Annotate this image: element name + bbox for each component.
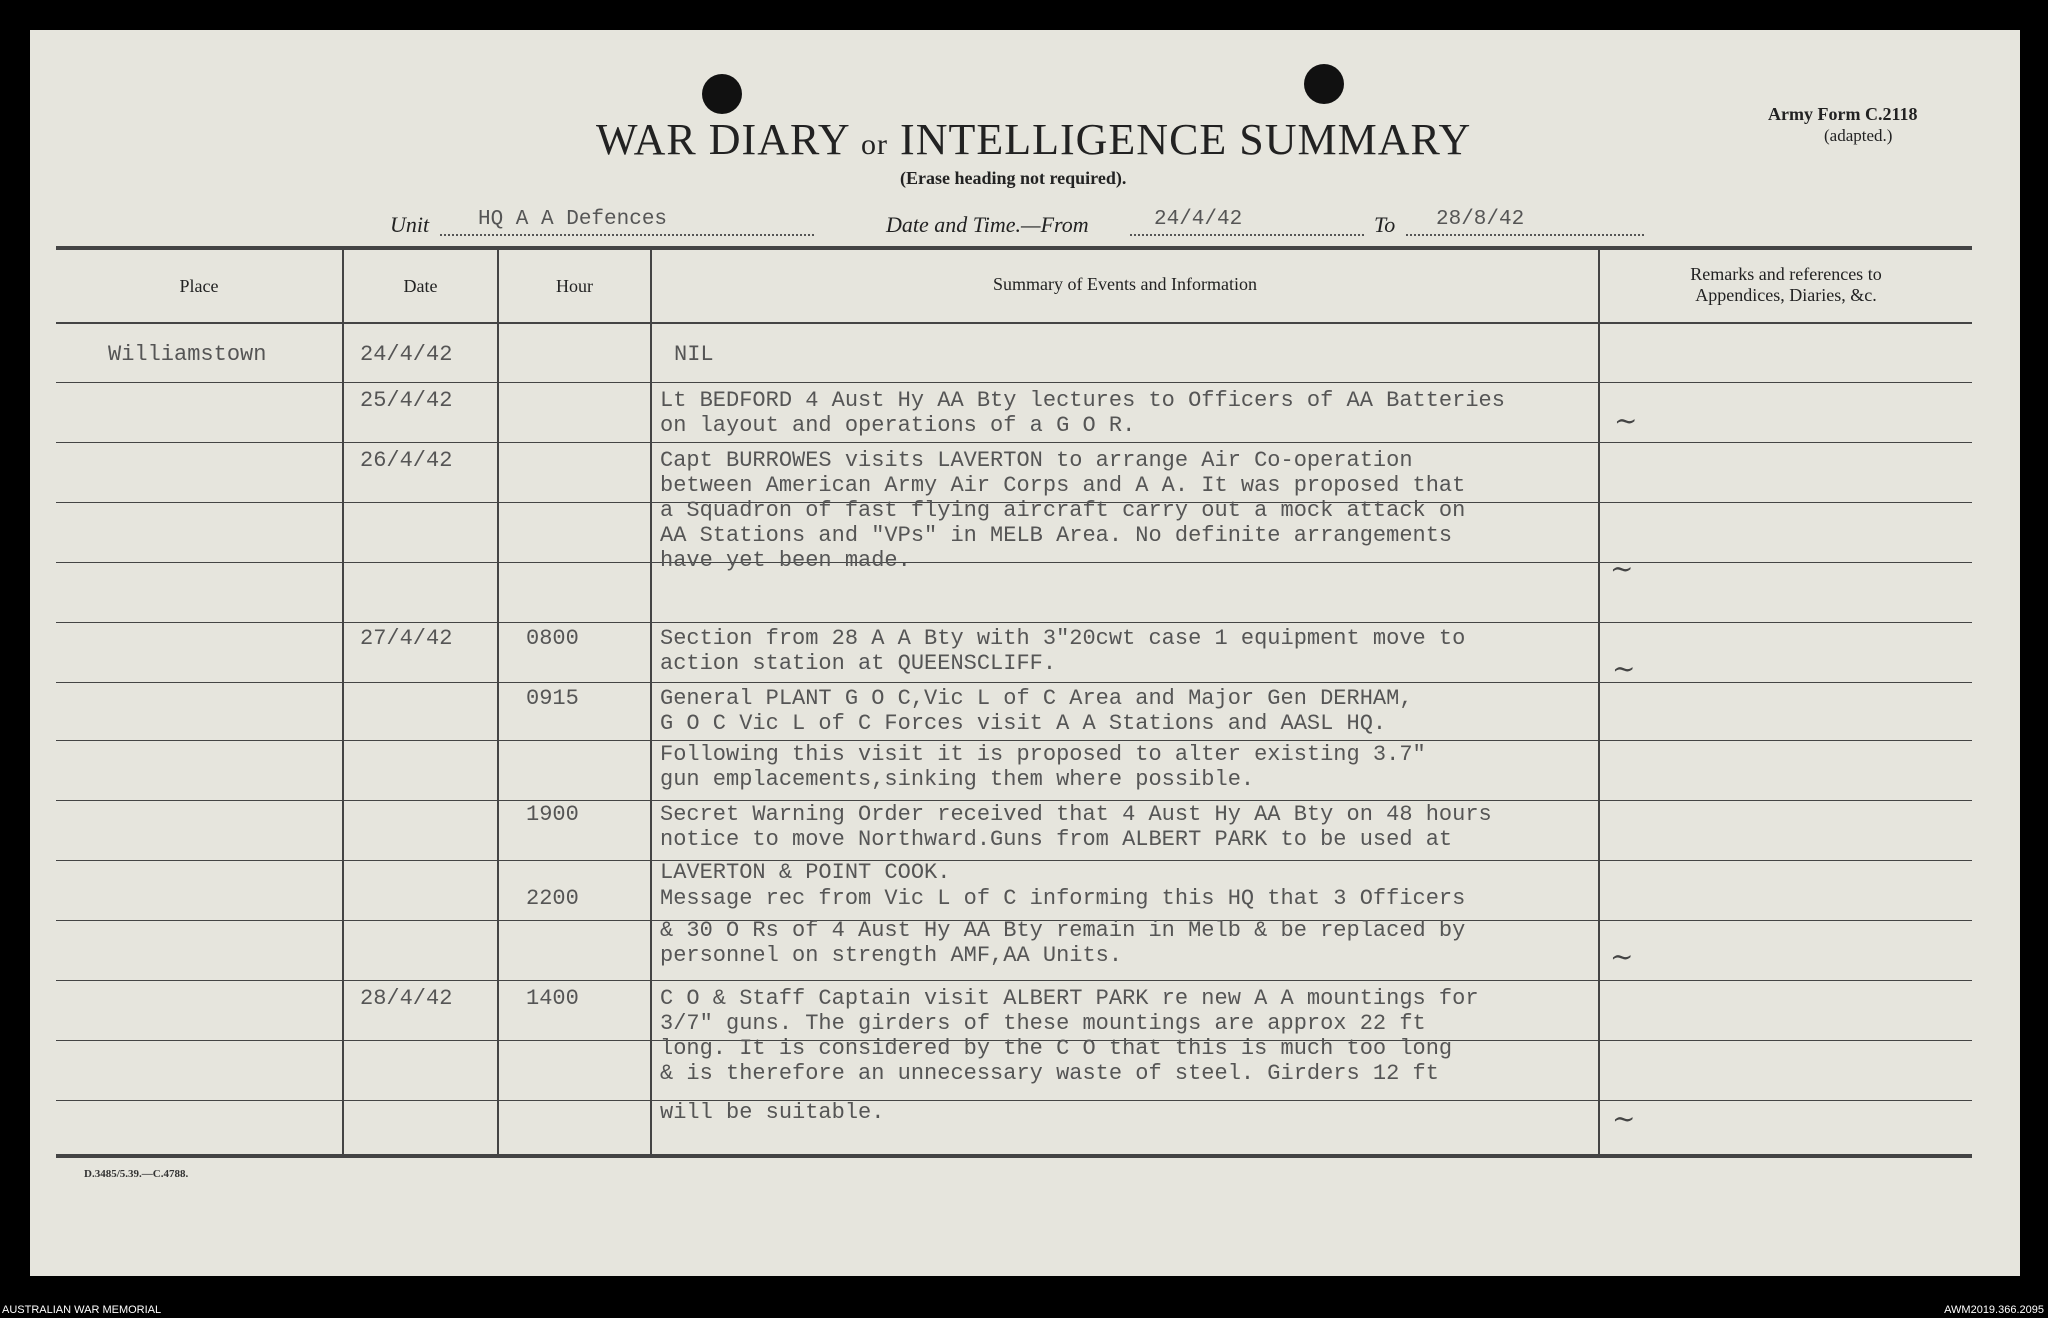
summary-cell: C O & Staff Captain visit ALBERT PARK re new A A mountings for 3/7" guns. The girders of these mountings are approx 22 ft xyxy=(660,986,1479,1036)
place-cell: Williamstown xyxy=(108,342,267,367)
page-subtitle: (Erase heading not required). xyxy=(900,168,1127,188)
ruled-line xyxy=(56,682,1972,683)
unit-dotted-line xyxy=(440,234,814,236)
summary-cell: Capt BURROWES visits LAVERTON to arrange Air Co-operation between American Army Air Corps and A A. It was proposed that a Squadron of fast flying aircraft carry out a mock attack on AA Stations and "VPs" in MELB Area. No definite arrangements have yet been made. xyxy=(660,448,1466,573)
date-cell: 24/4/42 xyxy=(360,342,453,367)
initials-mark: ~ xyxy=(1614,404,1638,437)
ruled-line xyxy=(56,622,1972,623)
initials-mark: ~ xyxy=(1610,940,1634,973)
ruled-line xyxy=(56,980,1972,981)
hour-cell: 1400 xyxy=(526,986,579,1011)
summary-cell: Following this visit it is proposed to alter existing 3.7" gun emplacements,sinking them where possible. xyxy=(660,742,1426,792)
initials-mark: ~ xyxy=(1612,652,1636,685)
army-form-adapted: (adapted.) xyxy=(1824,126,1893,145)
column-header-place: Place xyxy=(179,276,219,296)
page-title: WAR DIARY or INTELLIGENCE SUMMARY xyxy=(596,115,1472,164)
initials-mark: ~ xyxy=(1612,1102,1636,1135)
ruled-line xyxy=(56,860,1972,861)
column-header-remarks: Remarks and references to Appendices, Diaries, &c. xyxy=(1690,264,1882,305)
column-divider xyxy=(650,248,652,1156)
ruled-line xyxy=(56,1100,1972,1101)
date-cell: 26/4/42 xyxy=(360,448,453,473)
summary-cell: NIL xyxy=(674,342,714,367)
credit-left: AUSTRALIAN WAR MEMORIAL xyxy=(2,1304,162,1316)
date-cell: 27/4/42 xyxy=(360,626,453,651)
army-form-number: Army Form C.2118 xyxy=(1768,104,1918,124)
to-date-value: 28/8/42 xyxy=(1436,208,1525,231)
column-divider xyxy=(497,248,499,1156)
ruled-line xyxy=(56,442,1972,443)
ruled-line xyxy=(56,740,1972,741)
column-divider xyxy=(342,248,344,1156)
column-header-hour: Hour xyxy=(556,276,593,296)
hour-cell: 0800 xyxy=(526,626,579,651)
unit-label: Unit xyxy=(390,212,430,237)
hour-cell: 1900 xyxy=(526,802,579,827)
print-reference: D.3485/5.39.—C.4788. xyxy=(84,1168,189,1180)
date-cell: 28/4/42 xyxy=(360,986,453,1011)
credit-right: AWM2019.366.2095 xyxy=(1944,1304,2044,1316)
date-time-label: Date and Time.—From xyxy=(886,212,1089,237)
column-divider xyxy=(1598,248,1600,1156)
from-dotted-line xyxy=(1130,234,1364,236)
initials-mark: ~ xyxy=(1610,552,1634,585)
ruled-line xyxy=(56,800,1972,801)
to-label: To xyxy=(1374,212,1396,237)
unit-value: HQ A A Defences xyxy=(478,208,668,231)
summary-cell: will be suitable. xyxy=(660,1100,885,1125)
from-date-value: 24/4/42 xyxy=(1154,208,1243,231)
summary-cell: Secret Warning Order received that 4 Aust Hy AA Bty on 48 hours notice to move Northward.Guns from ALBERT PARK to be used at xyxy=(660,802,1492,852)
date-cell: 25/4/42 xyxy=(360,388,453,413)
column-header-summary: Summary of Events and Information xyxy=(993,274,1257,294)
to-dotted-line xyxy=(1406,234,1644,236)
column-header-date: Date xyxy=(403,276,438,296)
hour-cell: 2200 xyxy=(526,886,579,911)
summary-cell: long. It is considered by the C O that this is much too long & is therefore an unnecessary waste of steel. Girders 12 ft xyxy=(660,1036,1453,1086)
summary-cell: Section from 28 A A Bty with 3"20cwt case 1 equipment move to action station at QUEENSCLIFF. xyxy=(660,626,1466,676)
punch-hole xyxy=(702,74,742,114)
summary-cell: & 30 O Rs of 4 Aust Hy AA Bty remain in Melb & be replaced by personnel on strength AMF,AA Units. xyxy=(660,918,1466,968)
ruled-line xyxy=(56,382,1972,383)
summary-cell: General PLANT G O C,Vic L of C Area and Major Gen DERHAM, G O C Vic L of C Forces visit A A Stations and AASL HQ. xyxy=(660,686,1413,736)
summary-cell: LAVERTON & POINT COOK. xyxy=(660,860,951,885)
summary-cell: Lt BEDFORD 4 Aust Hy AA Bty lectures to Officers of AA Batteries on layout and operations of a G O R. xyxy=(660,388,1505,438)
punch-hole xyxy=(1304,64,1344,104)
summary-cell: Message rec from Vic L of C informing this HQ that 3 Officers xyxy=(660,886,1466,911)
hour-cell: 0915 xyxy=(526,686,579,711)
